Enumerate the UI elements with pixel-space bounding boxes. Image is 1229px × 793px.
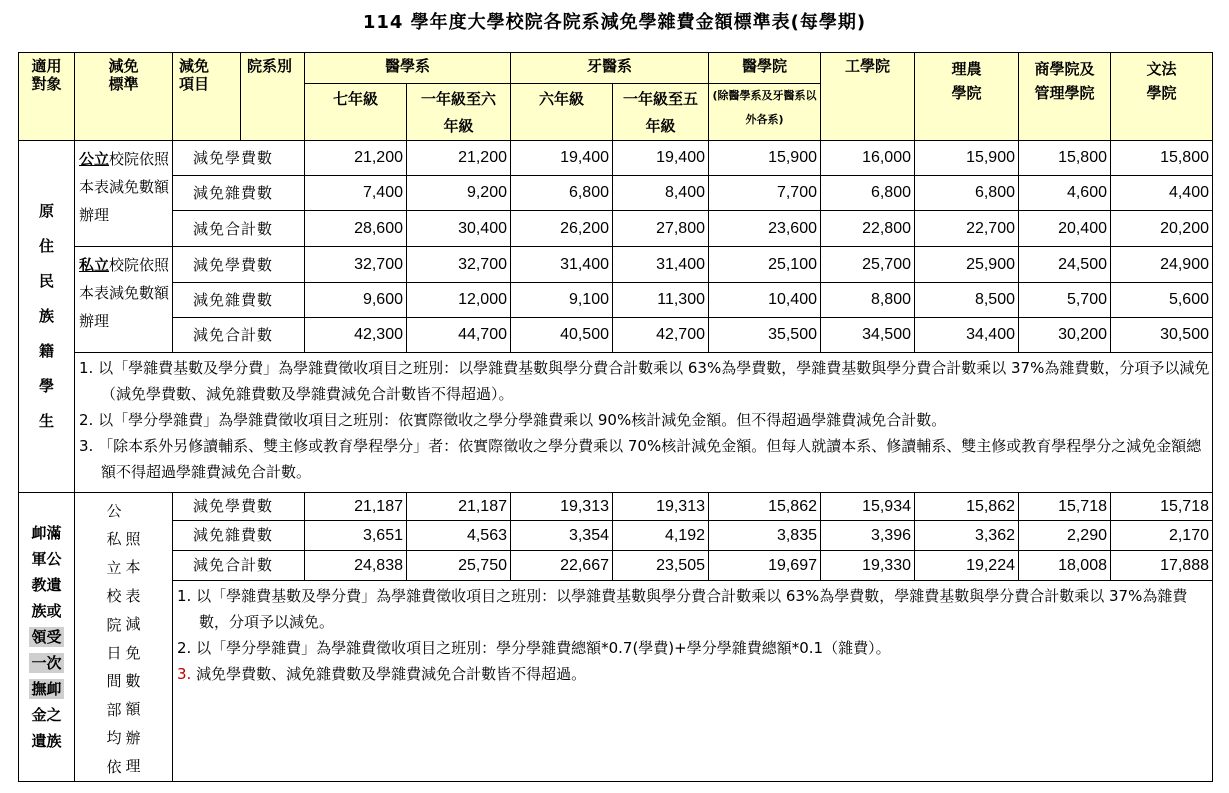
cell-value: 32,700: [407, 247, 511, 283]
cell-value: 20,400: [1019, 211, 1111, 247]
row-item: 減免學費數: [173, 493, 305, 521]
cell-value: 3,362: [915, 520, 1019, 550]
cell-value: 4,600: [1019, 176, 1111, 211]
header-med-y1-6: 一年級至六 年級: [407, 84, 511, 141]
cell-value: 4,563: [407, 520, 511, 550]
cell-value: 8,800: [821, 283, 915, 318]
group-public: 公立校院依照本表減免數額辦理: [75, 141, 173, 247]
cell-value: 19,697: [709, 550, 821, 580]
note-item: 3. 減免學費數、減免雜費數及學雜費減免合計數皆不得超過。: [177, 664, 587, 683]
cell-value: 15,934: [821, 493, 915, 521]
header-business: 商學院及 管理學院: [1019, 53, 1111, 141]
cell-value: 15,900: [915, 141, 1019, 176]
cell-value: 19,224: [915, 550, 1019, 580]
header-standard: 減免 標準: [75, 53, 173, 141]
cell-value: 30,400: [407, 211, 511, 247]
cell-value: 17,888: [1111, 550, 1213, 580]
header-dept: 院系別: [241, 53, 305, 141]
cell-value: 18,008: [1019, 550, 1111, 580]
cell-value: 15,718: [1019, 493, 1111, 521]
cell-value: 31,400: [613, 247, 709, 283]
cell-value: 25,750: [407, 550, 511, 580]
cell-value: 7,700: [709, 176, 821, 211]
row-item: 減免學費數: [173, 141, 305, 176]
row-item: 減免雜費數: [173, 520, 305, 550]
header-science-agri: 理農 學院: [915, 53, 1019, 141]
cell-value: 21,200: [305, 141, 407, 176]
note-item: 2. 以「學分學雜費」為學雜費徵收項目之班別：學分學雜費總額*0.7(學費)+學分學雜費總額*0.1（雜費）。: [177, 638, 891, 657]
header-engineering: 工學院: [821, 53, 915, 141]
cell-value: 15,800: [1019, 141, 1111, 176]
table-row: [19, 247, 1213, 283]
table-row: [19, 141, 1213, 176]
vertical-col-1: 公 私 立 校 院 日 間 部 均 依: [106, 502, 122, 776]
cell-value: 19,330: [821, 550, 915, 580]
note-item: 2. 以「學分學雜費」為學雜費徵收項目之班別：依實際徵收之學分學雜費乘以 90%核計減免金額。但不得超過學雜費減免合計數。: [79, 411, 947, 429]
cell-value: 21,187: [305, 493, 407, 521]
note-item: 3. 「除本系外另修讀輔系、雙主修或教育學程學分」者：依實際徵收之學分費乘以 70%核計減免金額。但每人就讀本系、修讀輔系、雙主修或教育學程學分之減免金額總額不得超過學雜費減免合計數。: [79, 437, 1202, 481]
cell-value: 12,000: [407, 283, 511, 318]
header-dent-y1-5: 一年級至五 年級: [613, 84, 709, 141]
header-liberal-law: 文法 學院: [1111, 53, 1213, 141]
header-medicine: 醫學系: [305, 53, 511, 84]
cell-value: 35,500: [709, 318, 821, 353]
cell-value: 8,500: [915, 283, 1019, 318]
header-target: 適用 對象: [19, 53, 75, 141]
row-item: 減免合計數: [173, 211, 305, 247]
cell-value: 21,187: [407, 493, 511, 521]
page-title: 114 學年度大學校院各院系減免學雜費金額標準表(每學期): [362, 12, 867, 33]
cell-value: 9,100: [511, 283, 613, 318]
cell-value: 19,313: [511, 493, 613, 521]
cell-value: 3,651: [305, 520, 407, 550]
header-dentistry: 牙醫系: [511, 53, 709, 84]
table-row: [19, 550, 1213, 580]
cell-value: 4,192: [613, 520, 709, 550]
cell-value: 23,505: [613, 550, 709, 580]
cell-value: 11,300: [613, 283, 709, 318]
cell-value: 15,862: [915, 493, 1019, 521]
cell-value: 24,900: [1111, 247, 1213, 283]
cell-value: 44,700: [407, 318, 511, 353]
cell-value: 16,000: [821, 141, 915, 176]
notes-military-bereaved: [173, 580, 1213, 781]
cell-value: 21,200: [407, 141, 511, 176]
cell-value: 19,400: [511, 141, 613, 176]
note-item: 1. 以「學雜費基數及學分費」為學雜費徵收項目之班別：以學雜費基數與學分費合計數乘以 63%為學費數，學雜費基數與學分費合計數乘以 37%為雜費數，分項予以減免（減免學費數、減免雜費數及學雜費減免合計數皆不得超過）。: [79, 359, 1210, 403]
cell-value: 9,200: [407, 176, 511, 211]
cell-value: 24,500: [1019, 247, 1111, 283]
cell-value: 6,800: [915, 176, 1019, 211]
cell-value: 34,500: [821, 318, 915, 353]
cell-value: 3,835: [709, 520, 821, 550]
table-row: [19, 520, 1213, 550]
notes-indigenous: [75, 353, 1213, 493]
cell-value: 22,700: [915, 211, 1019, 247]
cell-value: 19,400: [613, 141, 709, 176]
cell-value: 25,100: [709, 247, 821, 283]
header-med-college: 醫學院: [709, 53, 821, 84]
table-row: [19, 211, 1213, 247]
cell-value: 20,200: [1111, 211, 1213, 247]
row-item: 減免學費數: [173, 247, 305, 283]
cell-value: 32,700: [305, 247, 407, 283]
vertical-col-2: 照 本 表 減 免 數 額 辦 理: [125, 530, 141, 776]
cell-value: 2,170: [1111, 520, 1213, 550]
cell-value: 26,200: [511, 211, 613, 247]
cell-value: 15,900: [709, 141, 821, 176]
cell-value: 22,667: [511, 550, 613, 580]
cell-value: 31,400: [511, 247, 613, 283]
table-row: [19, 283, 1213, 318]
standard-vertical-text: [75, 493, 173, 782]
cell-value: 24,838: [305, 550, 407, 580]
row-item: 減免合計數: [173, 550, 305, 580]
cell-value: 5,600: [1111, 283, 1213, 318]
cell-value: 7,400: [305, 176, 407, 211]
cell-value: 42,300: [305, 318, 407, 353]
row-item: 減免雜費數: [173, 176, 305, 211]
cell-value: 9,600: [305, 283, 407, 318]
cell-value: 5,700: [1019, 283, 1111, 318]
cell-value: 40,500: [511, 318, 613, 353]
header-med-college-note: (除醫學系及牙醫系以外各系): [709, 84, 821, 141]
cell-value: 22,800: [821, 211, 915, 247]
cell-value: 8,400: [613, 176, 709, 211]
cell-value: 3,354: [511, 520, 613, 550]
header-dent-y6: 六年級: [511, 84, 613, 141]
cell-value: 3,396: [821, 520, 915, 550]
row-item: 減免雜費數: [173, 283, 305, 318]
group-private: 私立校院依照本表減免數額辦理: [75, 247, 173, 353]
cell-value: 15,862: [709, 493, 821, 521]
cell-value: 42,700: [613, 318, 709, 353]
header-med-y7: 七年級: [305, 84, 407, 141]
cell-value: 25,700: [821, 247, 915, 283]
table-row: [19, 176, 1213, 211]
note-item: 1. 以「學雜費基數及學分費」為學雜費徵收項目之班別：以學雜費基數與學分費合計數乘以 63%為學費數，學雜費基數與學分費合計數乘以 37%為雜費數，分項予以減免。: [177, 586, 1188, 631]
side-label-military-bereaved: 卹滿 軍公 教遺 族或 領受 一次 撫卹 金之 遺族: [19, 493, 75, 782]
cell-value: 2,290: [1019, 520, 1111, 550]
cell-value: 28,600: [305, 211, 407, 247]
header-item: 減免 項目: [173, 53, 241, 141]
cell-value: 25,900: [915, 247, 1019, 283]
row-item: 減免合計數: [173, 318, 305, 353]
cell-value: 30,200: [1019, 318, 1111, 353]
table-row: [19, 318, 1213, 353]
fee-reduction-table: [18, 52, 1213, 782]
cell-value: 30,500: [1111, 318, 1213, 353]
cell-value: 15,800: [1111, 141, 1213, 176]
cell-value: 34,400: [915, 318, 1019, 353]
table-row: [19, 493, 1213, 521]
cell-value: 19,313: [613, 493, 709, 521]
cell-value: 15,718: [1111, 493, 1213, 521]
cell-value: 27,800: [613, 211, 709, 247]
cell-value: 6,800: [511, 176, 613, 211]
cell-value: 6,800: [821, 176, 915, 211]
cell-value: 4,400: [1111, 176, 1213, 211]
cell-value: 23,600: [709, 211, 821, 247]
cell-value: 10,400: [709, 283, 821, 318]
side-label-indigenous: 原 住 民 族 籍 學 生: [19, 141, 75, 493]
